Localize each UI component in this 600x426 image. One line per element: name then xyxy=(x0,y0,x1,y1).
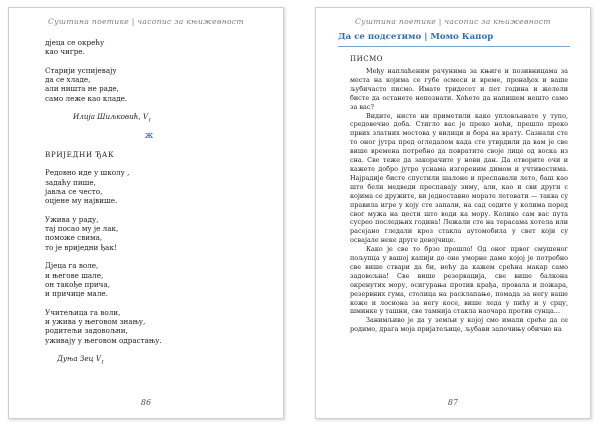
left-page xyxy=(8,7,284,419)
poem-line: тај посао му је лак, xyxy=(45,224,119,234)
poem-line: дјеца се окрећу xyxy=(45,38,105,47)
poem-line: поможе свима, xyxy=(45,233,103,243)
poem-line: Учитељица га воли, xyxy=(45,307,121,317)
poem-line: да се хладе, xyxy=(45,75,91,85)
poem-body xyxy=(45,168,253,345)
stanza-gap xyxy=(45,159,253,168)
stanza-gap xyxy=(45,252,253,261)
poem-line: Редовно иде у школу , xyxy=(45,168,130,178)
poem-fragment xyxy=(45,38,253,103)
poem-line: Старији успијевају xyxy=(45,65,117,75)
stanza-gap xyxy=(45,206,253,215)
poem-line: Дјеца га воле, xyxy=(45,261,99,271)
running-head: Суштина поетике | часопис за књижевност xyxy=(355,17,551,26)
paragraph: Занимљиво је да у земљи у којој смо имали среће да се родимо, драга моја пријатељице, љубави започињу обично на xyxy=(350,316,568,334)
paragraph: Како је све то брзо прошло! Од оног првог смушеног пољупца у вашој капији до оне уморне даме којој је потребно све више ствари да би, нећу да кажем срећна макар само задовољна! Све више резервација, све више балкона окренутих мору, осигурања против крађа, провала и пожара, резервних гума, столица на расклапање, помада за негу ваше коже и лосиона за негу косе, више леда у пићу и у срцу, шминке у ташни, све тамнија стакла наочара против сунца... xyxy=(350,245,568,316)
right-page xyxy=(315,7,591,419)
stanza-gap xyxy=(45,57,253,66)
running-head: Суштина поетике | часопис за књижевност xyxy=(48,17,244,26)
paragraph: Међу наплаћеним рачунима за књиге и позивницама за места на којима се губе осмеси и време, пронађох и ваше љубичасто писмо. Имате тридесет и пет година и желели бисте да останете непознати. Хоћете да напишем нешто само за вас? xyxy=(350,67,568,111)
poem-title: ВРИЈЕДНИ ЂАК xyxy=(45,149,115,159)
poem-author: Илија Шиљковић, $V_1$ xyxy=(73,112,152,124)
poem-line: то је вриједни ђак! xyxy=(45,242,117,252)
right-page-content xyxy=(350,55,568,334)
poem-line: он такође прича, xyxy=(45,279,111,289)
poem-line: родитељи задовољни, xyxy=(45,326,128,336)
page-number: 86 xyxy=(140,398,152,407)
stanza-gap xyxy=(45,299,253,308)
letter-heading: ПИСМО xyxy=(350,55,383,63)
poem-line: само леже као кладе. xyxy=(45,93,128,103)
poem-author: Дуња Зец $V_1$ xyxy=(57,354,105,366)
poem-line: али ништа не раде, xyxy=(45,84,119,94)
left-page-content xyxy=(45,38,253,368)
page-number: 87 xyxy=(447,398,459,407)
section-header xyxy=(338,32,570,55)
poem-line: Ужива у раду, xyxy=(45,214,99,224)
poem-line: јавља се често, xyxy=(45,187,103,196)
paragraph: Видите, нисте ни приметили како упловљавате у тупо, средовечно доба. Стигло вас је преко ноћи, прешло преко првих златних мостова у вилици и бора на врату. Сазнали сте то оног јутра пред огледалом када сте утврдили да вам је све више времена потребно да повратите своје лице од воска из сна. Све теже да закорачите у нови дан. Да отворите очи и кажете добро јутро уснама изгореним димом и учтивостима. Најрадије бисте спустили шалоне и преспавали лето, баш као што бели медведи преспавају зиму, али, као и сви други с којима се дружите, ви једноставно морате летовати — таква су правила игре у коју сте запали, на сад седите у колима поред свог мужа на цести што води ка мору. Колико сам вас пута сусрео последњих година! Лежали сте на терасама хотела или расејано гледали кроз стакла аутомобила у свет који су освајале неке друге девојчице. xyxy=(350,111,568,245)
section-title: Да се подсетимо | Момо Капор xyxy=(338,32,570,47)
poem-line: и ужива у његовом знању, xyxy=(45,317,146,327)
poem-line: и причице мале. xyxy=(45,289,108,299)
ornament-icon: ж xyxy=(144,130,154,141)
poem-line: оцјене му највише. xyxy=(45,196,118,206)
poem-line: као чигре. xyxy=(45,47,85,57)
poem-line: и његове шале, xyxy=(45,270,104,280)
poem-line: уживају у његовом одрастању. xyxy=(45,335,162,345)
poem-line: задаћу пише, xyxy=(45,177,96,187)
